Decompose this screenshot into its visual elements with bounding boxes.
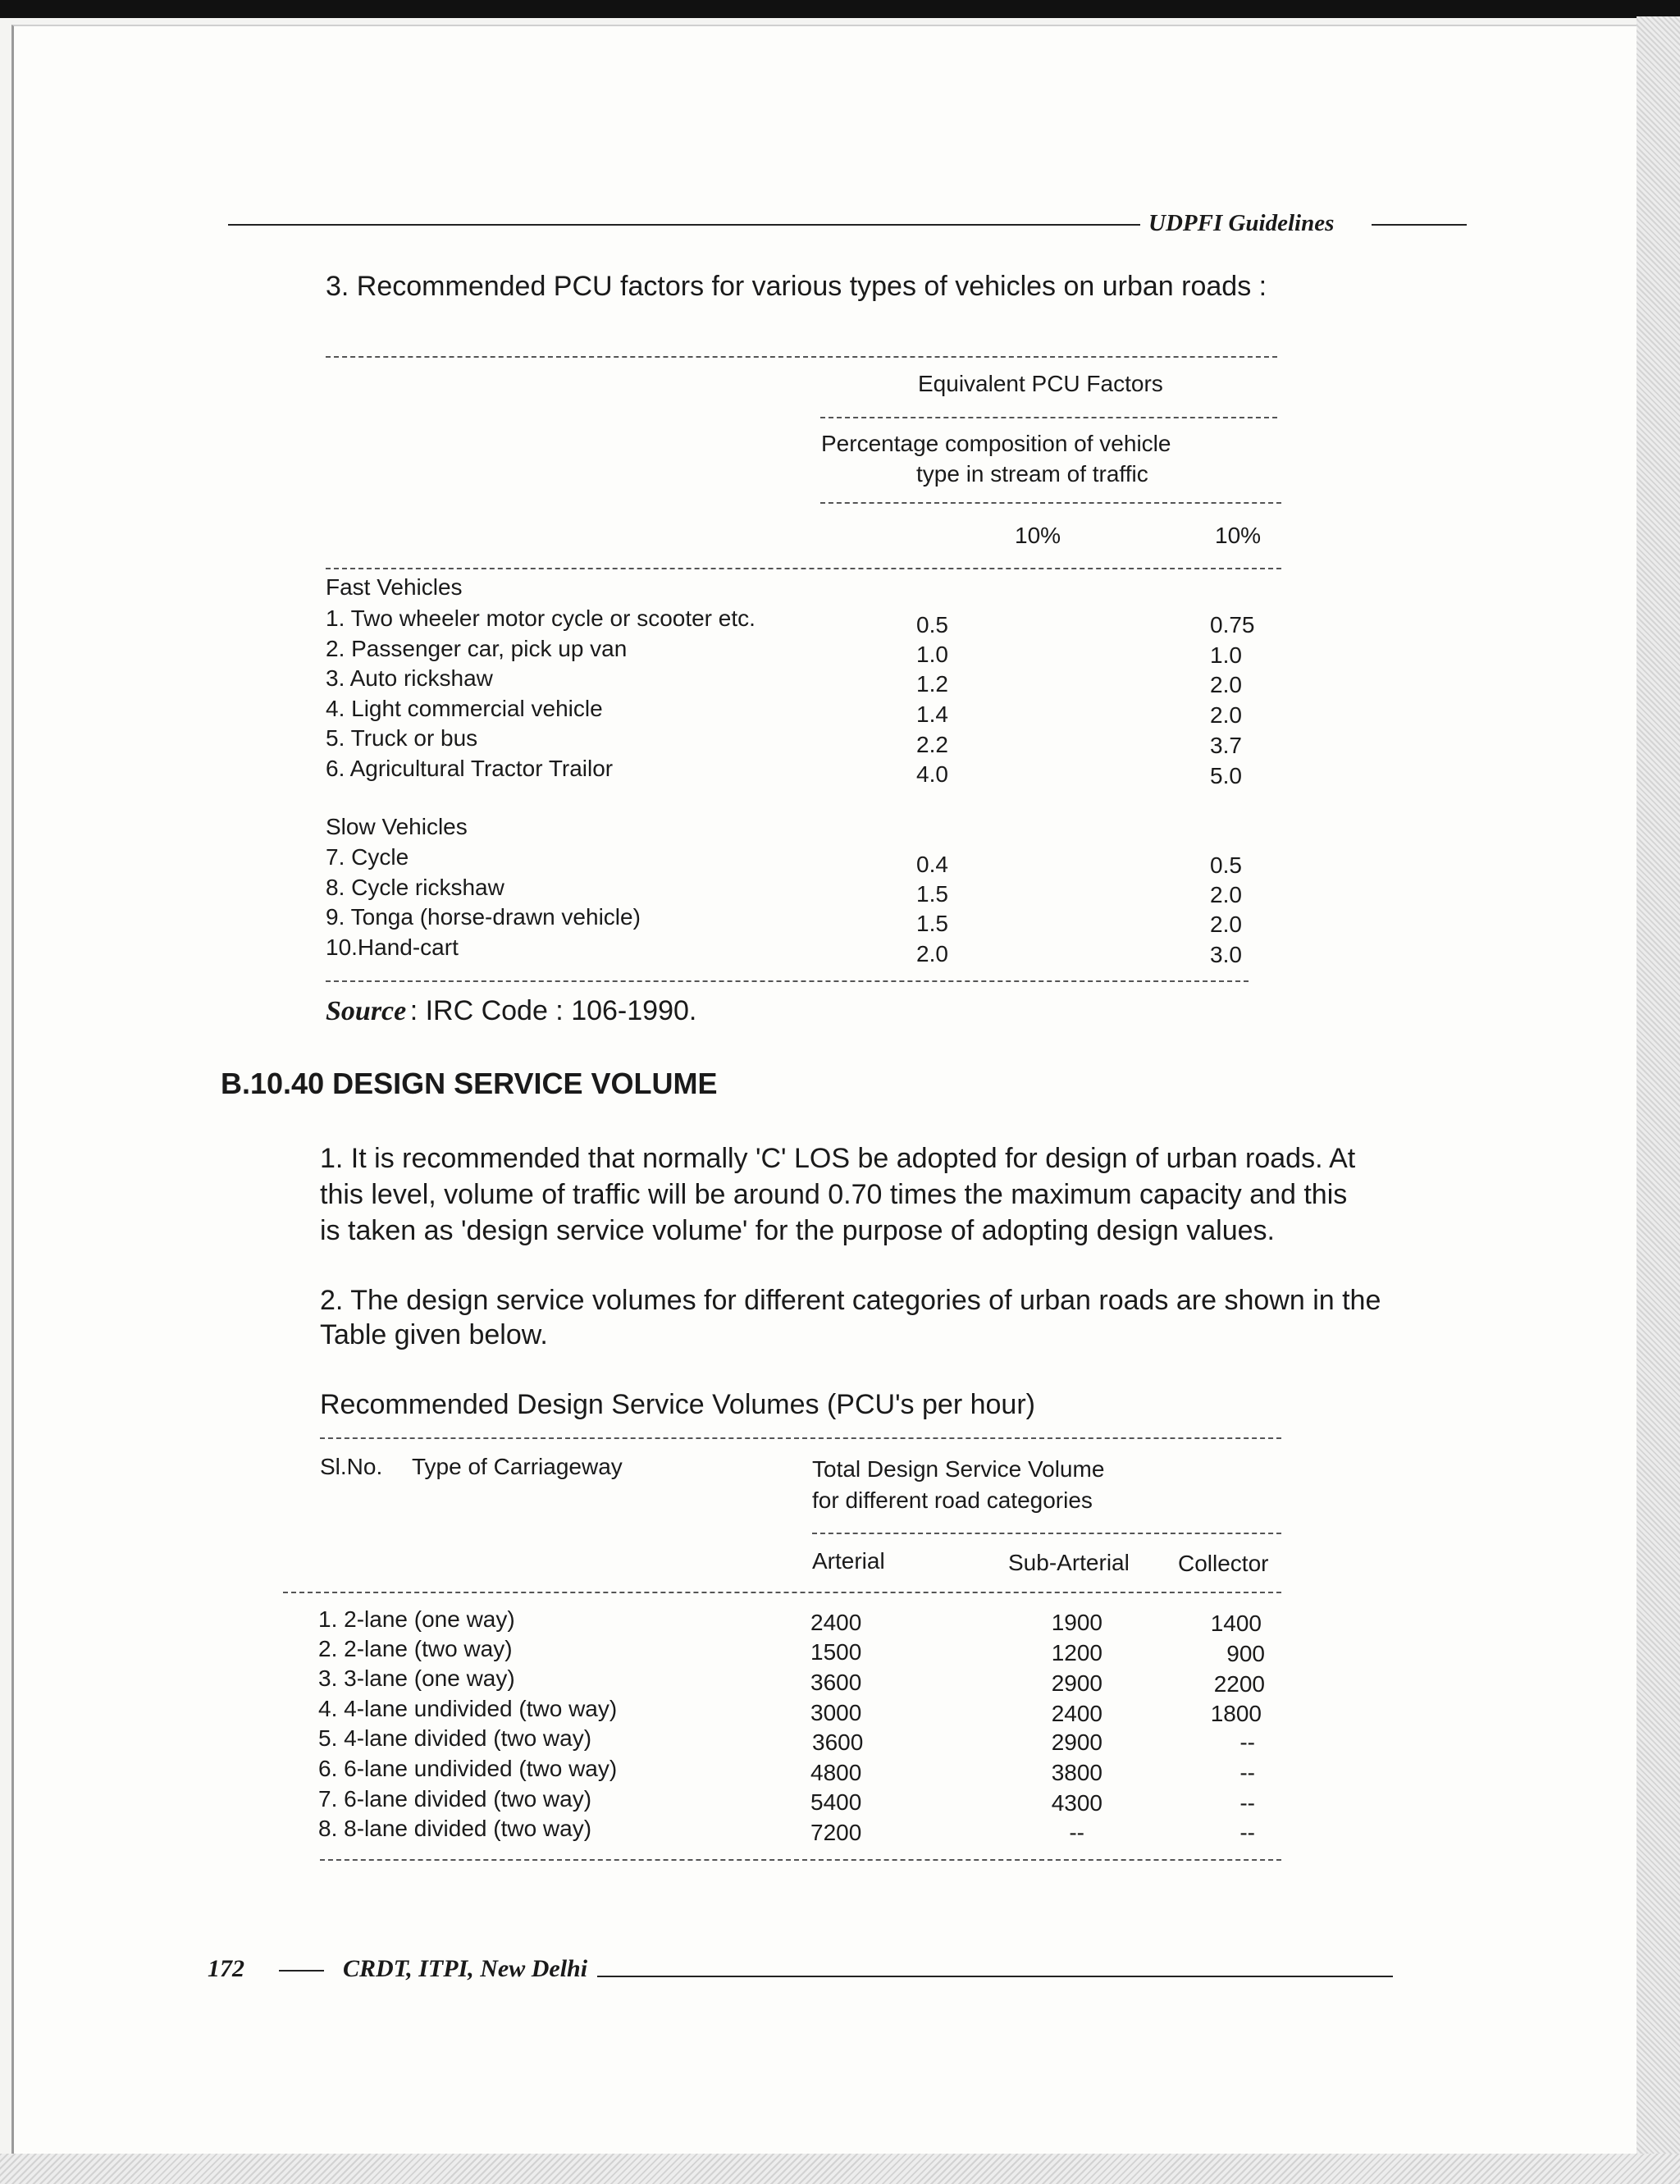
carriageway-type: 8. 8-lane divided (two way) [318, 1816, 592, 1841]
dsv-group-rule [812, 1533, 1281, 1534]
pcu-table-bottom-rule [326, 980, 1249, 982]
vehicle-name: 1. Two wheeler motor cycle or scooter etc. [326, 605, 756, 631]
arterial-value: 1500 [810, 1639, 862, 1665]
header-rule-left [228, 224, 1140, 226]
vehicle-name: 3. Auto rickshaw [326, 665, 493, 691]
vehicle-name: 6. Agricultural Tractor Trailor [326, 756, 614, 781]
collector-value: 2200 [1213, 1671, 1265, 1697]
arterial-value: 3600 [810, 1670, 862, 1695]
vehicle-name: 8. Cycle rickshaw [326, 875, 504, 900]
pcu-header-bottom-rule [326, 568, 1281, 569]
footer-rule-right [597, 1976, 1393, 1977]
pcu-value-col2: 3.0 [1210, 942, 1242, 967]
vehicle-name: 4. Light commercial vehicle [326, 696, 603, 721]
source-label: Source [326, 996, 407, 1026]
pcu-value-col2: 0.75 [1210, 612, 1255, 637]
dsv-header-bottom-rule [283, 1592, 1281, 1593]
para2-line1: 2. The design service volumes for different categories of urban roads are shown in the [320, 1285, 1381, 1316]
table-caption: Recommended Design Service Volumes (PCU's per hour) [320, 1389, 1035, 1420]
header-rule-right [1372, 224, 1467, 226]
carriageway-type: 6. 6-lane undivided (two way) [318, 1756, 618, 1781]
pcu-value-col1: 4.0 [916, 761, 948, 787]
dsv-table-bottom-rule [320, 1859, 1281, 1861]
col-subarterial-header: Sub-Arterial [1008, 1550, 1130, 1575]
pcu-group-header: Equivalent PCU Factors [918, 371, 1163, 396]
pcu-value-col2: 2.0 [1210, 912, 1242, 937]
col-type-header: Type of Carriageway [412, 1454, 623, 1479]
pcu-heading: 3. Recommended PCU factors for various types of vehicles on urban roads : [326, 271, 1267, 302]
subarterial-value: 2400 [1051, 1701, 1102, 1726]
scan-top-edge [0, 0, 1680, 18]
pcu-value-col1: 1.0 [916, 642, 948, 667]
col-group-line1: Total Design Service Volume [812, 1456, 1105, 1482]
pcu-col1-header: 10% [1015, 523, 1061, 548]
pcu-col2-header: 10% [1215, 523, 1262, 548]
para1-line3: is taken as 'design service volume' for the purpose of adopting design values. [320, 1215, 1276, 1246]
pcu-subheader-line2: type in stream of traffic [916, 461, 1148, 487]
para2-line2: Table given below. [320, 1319, 548, 1350]
collector-value: -- [1239, 1790, 1255, 1816]
pcu-table-top-rule [326, 356, 1277, 358]
arterial-value: 3600 [812, 1729, 864, 1755]
vehicle-name: 2. Passenger car, pick up van [326, 636, 628, 661]
collector-value: -- [1239, 1760, 1255, 1785]
col-arterial-header: Arterial [812, 1548, 885, 1574]
pcu-subheader-rule [820, 502, 1281, 504]
carriageway-type: 1. 2-lane (one way) [318, 1606, 515, 1632]
collector-value: 1800 [1210, 1701, 1262, 1726]
arterial-value: 3000 [810, 1700, 862, 1725]
para1-line1: 1. It is recommended that normally 'C' LOS be adopted for design of urban roads. At [320, 1143, 1356, 1174]
scan-bottom-edge [0, 2154, 1680, 2184]
footer-rule-left [279, 1970, 324, 1972]
carriageway-type: 2. 2-lane (two way) [318, 1636, 513, 1661]
pcu-value-col2: 0.5 [1210, 852, 1242, 878]
arterial-value: 7200 [810, 1820, 862, 1845]
pcu-value-col1: 1.5 [916, 911, 948, 936]
running-title: UDPFI Guidelines [1148, 210, 1335, 236]
collector-value: 1400 [1210, 1611, 1262, 1636]
pcu-subheader-line1: Percentage composition of vehicle [821, 431, 1171, 456]
arterial-value: 2400 [810, 1610, 862, 1635]
col-collector-header: Collector [1178, 1551, 1269, 1576]
pcu-value-col1: 1.5 [916, 881, 948, 907]
footer-publisher: CRDT, ITPI, New Delhi [343, 1955, 588, 1982]
pcu-group-rule [820, 417, 1277, 418]
carriageway-type: 3. 3-lane (one way) [318, 1665, 515, 1691]
subarterial-value: 2900 [1051, 1729, 1102, 1755]
pcu-value-col2: 2.0 [1210, 702, 1242, 728]
pcu-value-col2: 1.0 [1210, 642, 1242, 668]
col-group-line2: for different road categories [812, 1487, 1093, 1513]
pcu-value-col2: 5.0 [1210, 763, 1242, 788]
page-number: 172 [208, 1955, 244, 1982]
pcu-value-col1: 1.2 [916, 671, 948, 697]
collector-value: 900 [1226, 1641, 1265, 1666]
subarterial-value: -- [1069, 1820, 1084, 1845]
pcu-value-col2: 2.0 [1210, 882, 1242, 907]
section-heading: B.10.40 DESIGN SERVICE VOLUME [221, 1067, 718, 1100]
arterial-value: 4800 [810, 1760, 862, 1785]
vehicle-name: 5. Truck or bus [326, 725, 478, 751]
source-text: : IRC Code : 106-1990. [409, 995, 697, 1026]
vehicle-name: 9. Tonga (horse-drawn vehicle) [326, 904, 641, 930]
subarterial-value: 2900 [1051, 1670, 1102, 1696]
arterial-value: 5400 [810, 1789, 862, 1815]
pcu-value-col1: 0.5 [916, 612, 948, 637]
pcu-value-col1: 2.2 [916, 732, 948, 757]
pcu-value-col2: 2.0 [1210, 672, 1242, 697]
pcu-value-col1: 0.4 [916, 852, 948, 877]
fast-vehicles-label: Fast Vehicles [326, 574, 463, 600]
vehicle-name: 7. Cycle [326, 844, 409, 870]
pcu-value-col2: 3.7 [1210, 733, 1242, 758]
collector-value: -- [1239, 1820, 1255, 1845]
subarterial-value: 3800 [1051, 1760, 1102, 1785]
carriageway-type: 7. 6-lane divided (two way) [318, 1786, 592, 1812]
col-slno-header: Sl.No. [320, 1454, 383, 1479]
dsv-table-top-rule [320, 1437, 1281, 1439]
pcu-value-col1: 2.0 [916, 941, 948, 966]
carriageway-type: 5. 4-lane divided (two way) [318, 1725, 592, 1751]
pcu-value-col1: 1.4 [916, 701, 948, 727]
para1-line2: this level, volume of traffic will be around 0.70 times the maximum capacity and this [320, 1179, 1348, 1210]
subarterial-value: 1200 [1051, 1640, 1102, 1665]
slow-vehicles-label: Slow Vehicles [326, 814, 468, 839]
collector-value: -- [1239, 1729, 1255, 1755]
subarterial-value: 1900 [1051, 1610, 1102, 1635]
vehicle-name: 10.Hand-cart [326, 934, 459, 960]
subarterial-value: 4300 [1051, 1790, 1102, 1816]
carriageway-type: 4. 4-lane undivided (two way) [318, 1696, 618, 1721]
source-citation [326, 995, 696, 1027]
scan-right-edge [1637, 16, 1680, 2184]
